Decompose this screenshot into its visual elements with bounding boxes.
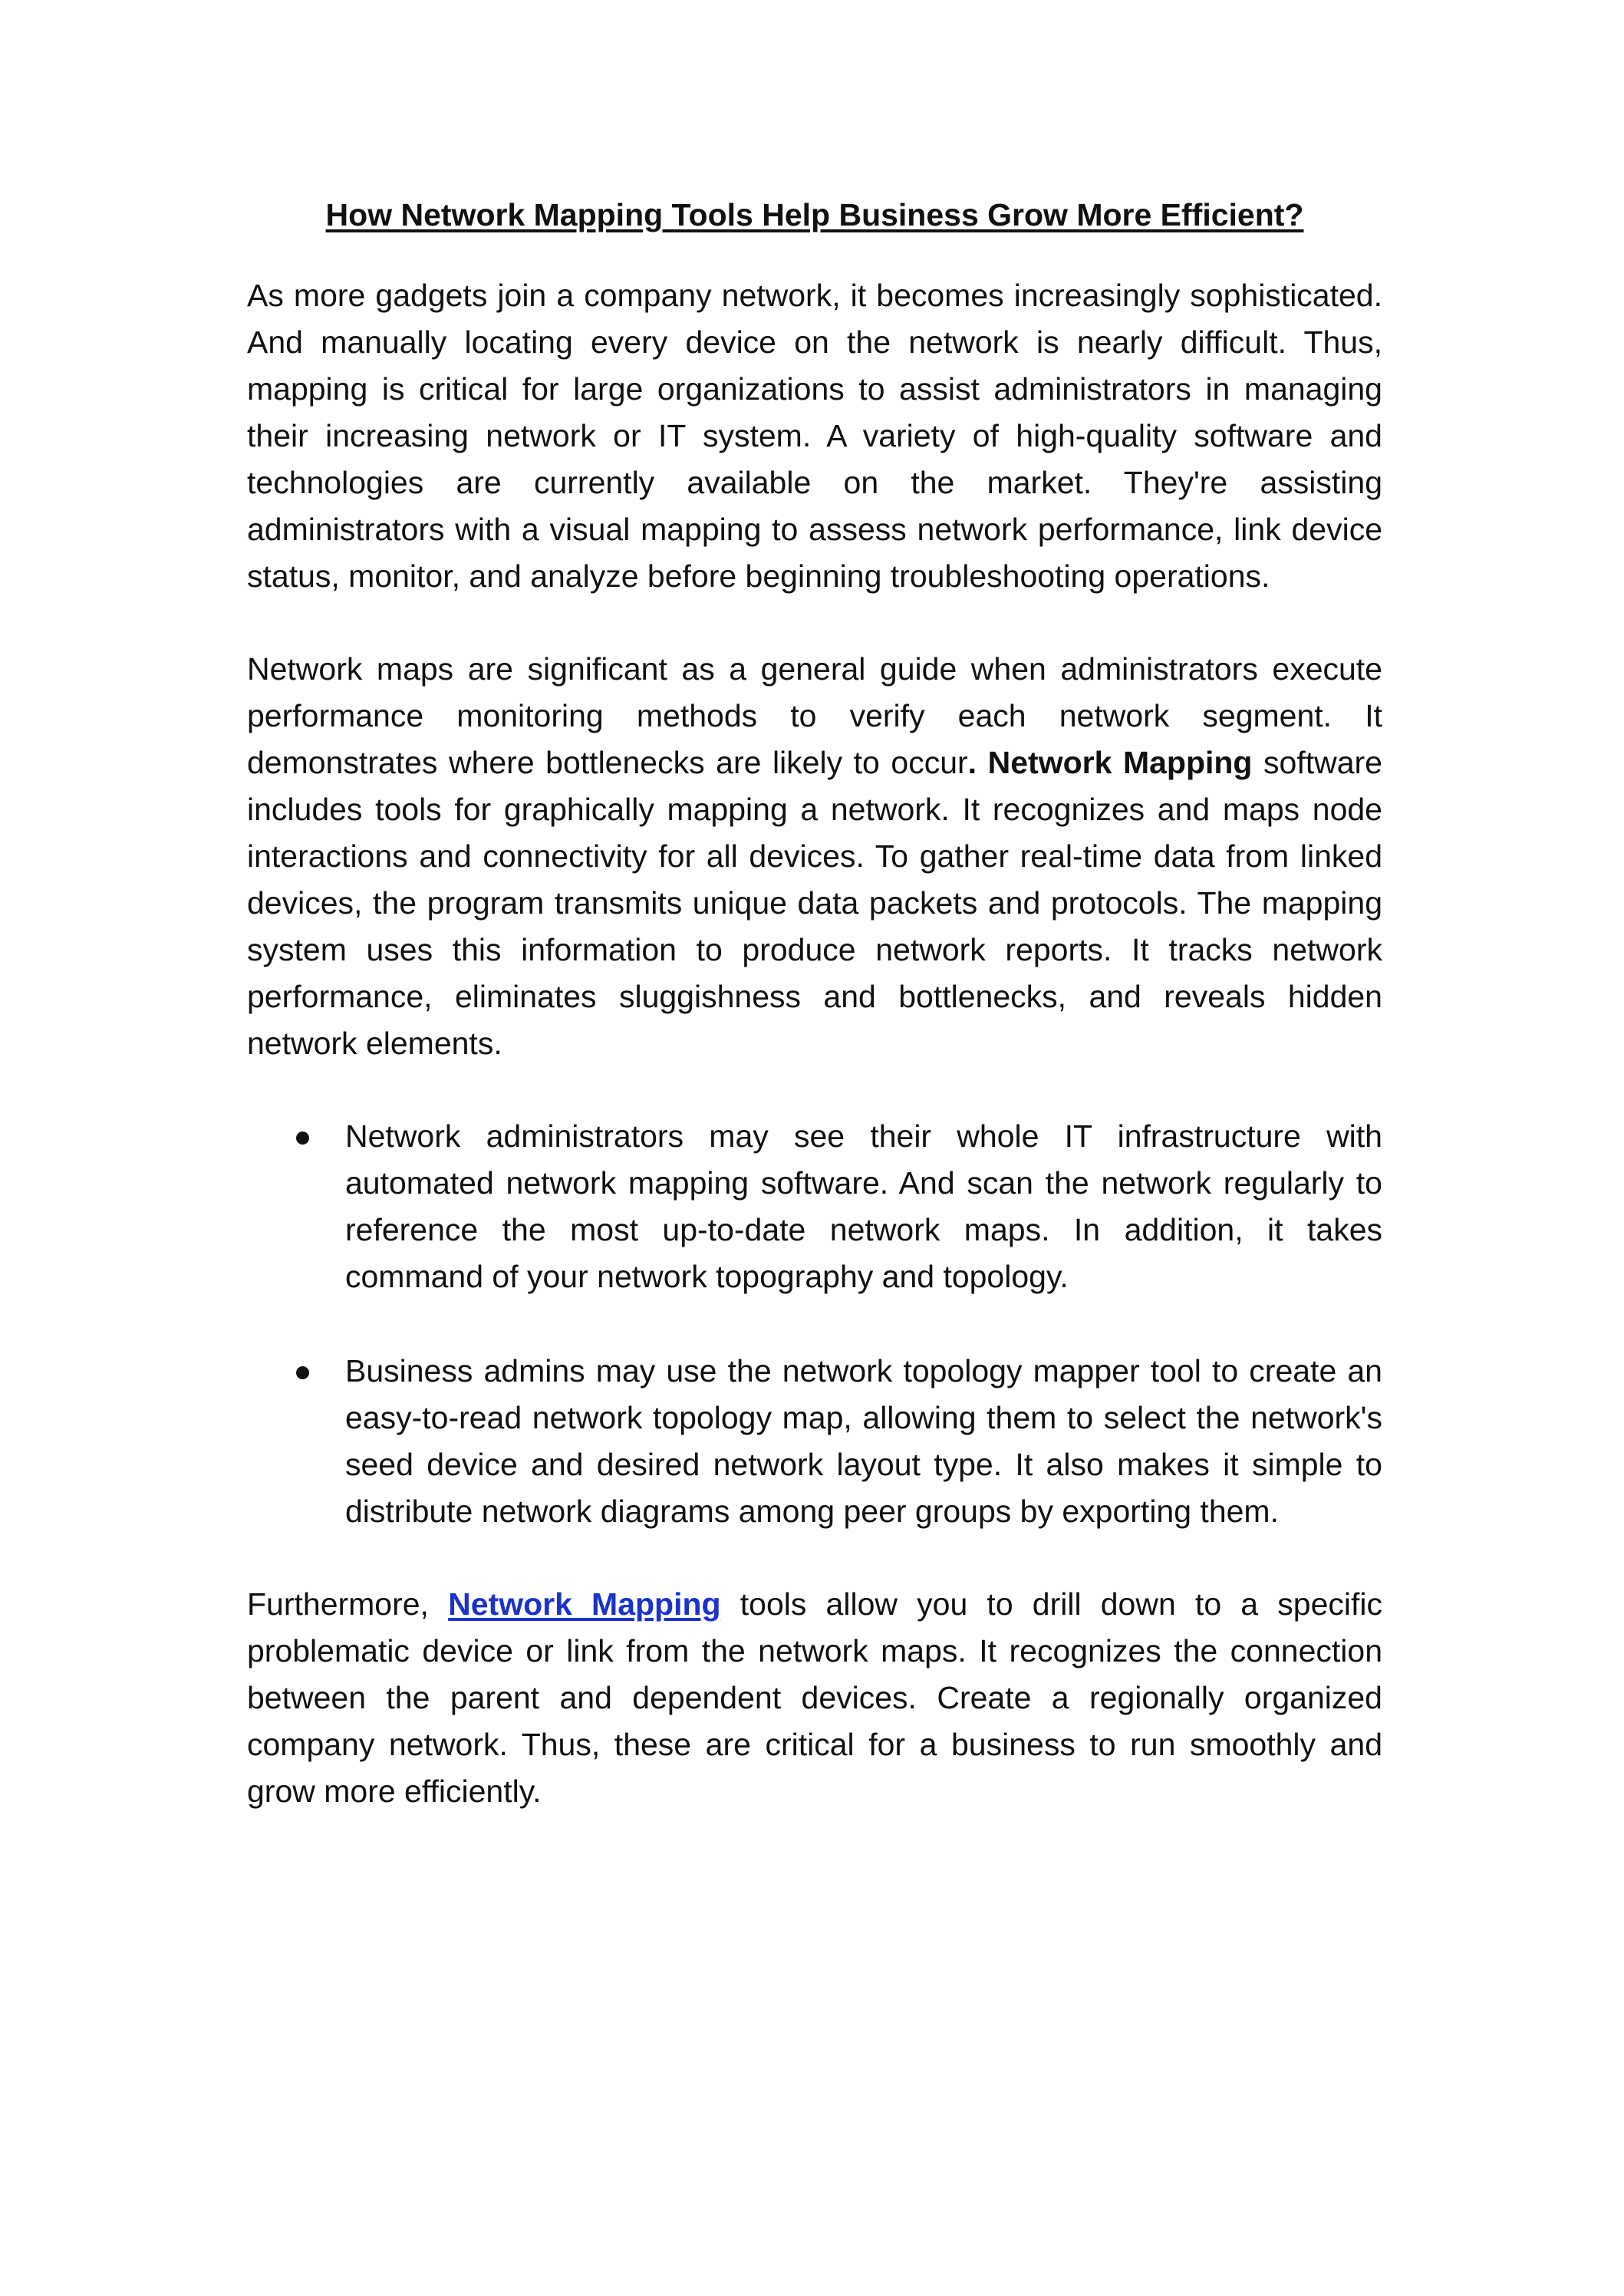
- paragraph-network-maps-period: .: [967, 745, 977, 781]
- document-title: How Network Mapping Tools Help Business Grow More Efficient?: [325, 197, 1304, 232]
- network-mapping-link[interactable]: Network Mapping: [448, 1586, 721, 1622]
- bullet-list: [247, 1113, 1382, 1535]
- list-item: [345, 1348, 1382, 1535]
- bullet-icon: [296, 1366, 309, 1379]
- list-item-text: Network administrators may see their whole IT infrastructure with automated network mapping software. And scan the network regularly to reference the most up-to-date network maps. In addition, it takes command of your network topography and topology.: [345, 1118, 1382, 1295]
- bullet-icon: [296, 1132, 309, 1145]
- paragraph-conclusion: [247, 1581, 1382, 1815]
- document-body: [247, 193, 1382, 1861]
- list-item-text: Business admins may use the network topology mapper tool to create an easy-to-read network topology map, allowing them to select the network's seed device and desired network layout type. It also makes it simple to distribute network diagrams among peer groups by exporting them.: [345, 1353, 1382, 1530]
- paragraph-conclusion-after: tools allow you to drill down to a specific problematic device or link from the network maps. It recognizes the connection between the parent and dependent devices. Create a regionally organized company network. Thus, these are critical for a business to run smoothly and grow more efficiently.: [247, 1586, 1382, 1810]
- paragraph-conclusion-before: Furthermore,: [247, 1586, 449, 1622]
- paragraph-network-maps: [247, 646, 1382, 1067]
- network-mapping-bold-term: Network Mapping: [987, 745, 1253, 781]
- list-item: [345, 1113, 1382, 1300]
- paragraph-network-maps-intro: Network maps are significant as a general guide when administrators execute performance monitoring methods to verify each network segment. It demonstrates where bottlenecks are likely to occur: [247, 651, 1382, 781]
- paragraph-network-maps-rest: software includes tools for graphically mapping a network. It recognizes and maps node interactions and connectivity for all devices. To gather real-time data from linked devices, the program transmits unique data packets and protocols. The mapping system uses this information to produce network reports. It tracks network performance, eliminates sluggishness and bottlenecks, and reveals hidden network elements.: [247, 745, 1382, 1062]
- paragraph-intro: As more gadgets join a company network, it becomes increasingly sophisticated. And manually locating every device on the network is nearly difficult. Thus, mapping is critical for large organizations to assist administrators in managing their increasing network or IT system. A variety of high-quality software and technologies are currently available on the market. They're assisting administrators with a visual mapping to assess network performance, link device status, monitor, and analyze before beginning troubleshooting operations.: [247, 278, 1382, 595]
